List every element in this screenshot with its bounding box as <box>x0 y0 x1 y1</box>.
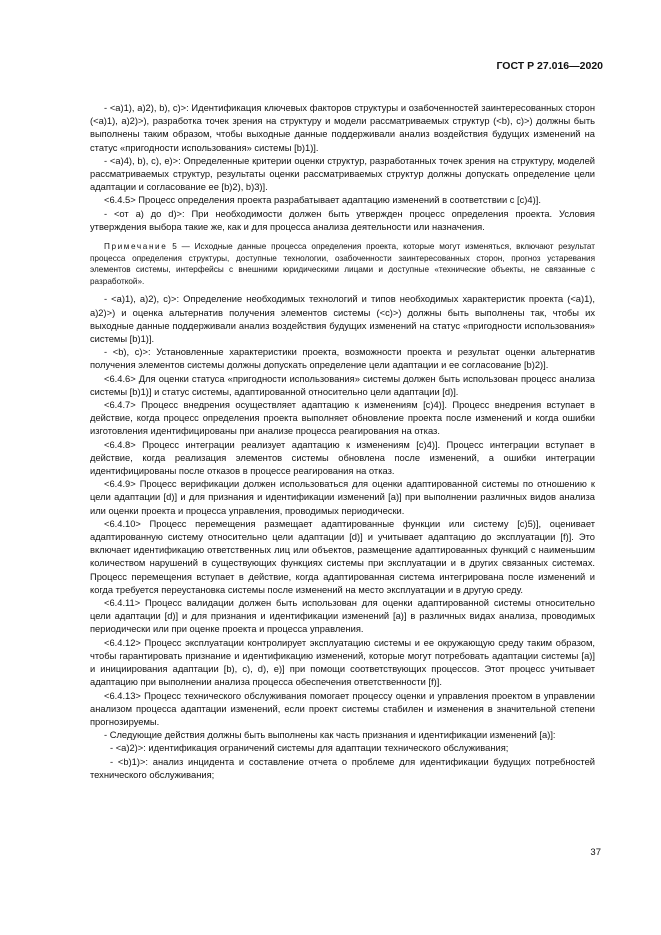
note-5 <box>90 241 595 287</box>
document-header: ГОСТ Р 27.016—2020 <box>496 60 603 72</box>
paragraph: - <b), c)>: Установленные характеристики проекта, возможности проекта и результат оценки альтернатив получения элементов системы должны допускать определение цели адаптации и ее согласование [b)2)]. <box>90 347 595 371</box>
paragraph: - <a)1), a)2), c)>: Определение необходимых технологий и типов необходимых характеристик проекта (<a)1), a)2)>) и оценка альтернатив получения элементов системы (<c)>) должны быть выполнены так, чтобы их выходные данные поддерживали анализ воздействия будущих изменений на статус «пригодности использования» системы [b)1)]. <box>90 294 595 345</box>
paragraph-6-4-8: <6.4.8> Процесс интеграции реализует адаптацию к изменениям [c)4)]. Процесс интеграции вступает в действие, когда реализация элементов системы обновлена после изменений, а ошибки интеграции идентифицированы после отказов в процессе реагирования на отказ. <box>90 439 595 477</box>
page-number: 37 <box>590 847 601 858</box>
note-text: 5 — Исходные данные процесса определения проекта, которые могут изменяться, включают результат процесса определения структуры, доступные технологии, озабоченности заинтересованных сторон, прогноз устаревания элементов системы, интерфейсы с внешними юридическими лицами и доступные «технические объекты, не связанные с разработкой». <box>90 242 595 286</box>
paragraph-6-4-6: <6.4.6> Для оценки статуса «пригодности использования» системы должен быть использован процесс анализа системы [b)1)] и статус системы, адаптированной относительно цели адаптации [d)]. <box>90 373 595 397</box>
paragraph: - <a)4), b), c), e)>: Определенные критерии оценки структур, разработанных точек зрения на структуру, моделей рассматриваемых структур, результаты оценки рассматриваемых структур должны допускать определение цели адаптации и согласование ее [b)2), b)3)]. <box>90 155 595 193</box>
paragraph-6-4-13: <6.4.13> Процесс технического обслуживания помогает процессу оценки и управления проектом в управлении анализом процесса адаптации изменений, если проект системы стабилен и изменения в значительной степени прогнозируемы. <box>90 690 595 727</box>
paragraph-6-4-7: <6.4.7> Процесс внедрения осуществляет адаптацию к изменениям [c)4)]. Процесс внедрения вступает в действие, когда процесс определения проекта выполняет обновление проекта после изменений и когда ошибки изготовления идентифицированы при анализе процесса реагирования на отказ. <box>90 400 595 437</box>
paragraph-6-4-5: <6.4.5> Процесс определения проекта разрабатывает адаптацию изменений в соответствии с [c)4)]. <box>104 195 541 206</box>
paragraph-6-4-11: <6.4.11> Процесс валидации должен быть использован для оценки адаптированной системы относительно цели адаптации [d)] и для признания и идентификации изменений [a)] в различных видах анализа, проводимых периодически или при оценке проекта и процесса управления. <box>90 598 595 635</box>
paragraph: - Следующие действия должны быть выполнены как часть признания и идентификации изменений [a)]: <box>104 730 556 741</box>
paragraph: - <от a) до d)>: При необходимости должен быть утвержден процесс определения проекта. Условия утверждения выбора такие же, как и для процесса анализа деятельности или назначения. <box>90 208 595 232</box>
list-item: - <a)2)>: идентификация ограничений системы для адаптации технического обслуживания; <box>110 743 509 754</box>
paragraph: - <a)1), a)2), b), c)>: Идентификация ключевых факторов структуры и озабоченностей заинтересованных сторон (<a)1), a)2)>), разработка точек зрения на структуру и модели рассматриваемых структур (<b), c)>) должны быть выполнены таким образом, чтобы выходные данные поддерживали анализ воздействия будущих изменений на статус «пригодности использования» системы [b)1)]. <box>90 103 595 153</box>
paragraph-6-4-10: <6.4.10> Процесс перемещения размещает адаптированные функции или систему [c)5)], оценивает адаптированную систему относительно цели адаптации [d)] и учитывает адаптацию до эксплуатации [f)]. Это включает идентификацию ответственных лиц или объектов, размещение адаптированных функций с наименьшим количеством нарушений в существующих функциях системы при эксплуатации и в других связанных системах. Процесс перемещения вступает в действие, когда адаптированная система интегрирована после изменений и когда требуется переустановка системы после изменений на место эксплуатации и в другую среду. <box>90 518 595 595</box>
note-label: Примечание <box>104 242 168 252</box>
paragraph-6-4-9: <6.4.9> Процесс верификации должен использоваться для оценки адаптированной системы по отношению к цели адаптации [d)] и для признания и идентификации изменений [a)] при выполнении различных видов анализа или оценки проекта и процесса управления, проводимых периодически. <box>90 479 595 516</box>
list-item: - <b)1)>: анализ инцидента и составление отчета о проблеме для идентификации будущих потребностей технического обслуживания; <box>90 756 595 780</box>
paragraph-6-4-12: <6.4.12> Процесс эксплуатации контролирует эксплуатацию системы и ее окружающую среду таким образом, чтобы гарантировать признание и идентификацию изменений, которые могут потребовать адаптации системы [a)] и инициирования адаптации [b), c), d), e)] при помощи соответствующих процессов. Этот процесс учитывает адаптацию при выполнении анализа процесса обеспечения ответственности [f)]. <box>90 637 595 688</box>
document-body <box>90 102 595 782</box>
